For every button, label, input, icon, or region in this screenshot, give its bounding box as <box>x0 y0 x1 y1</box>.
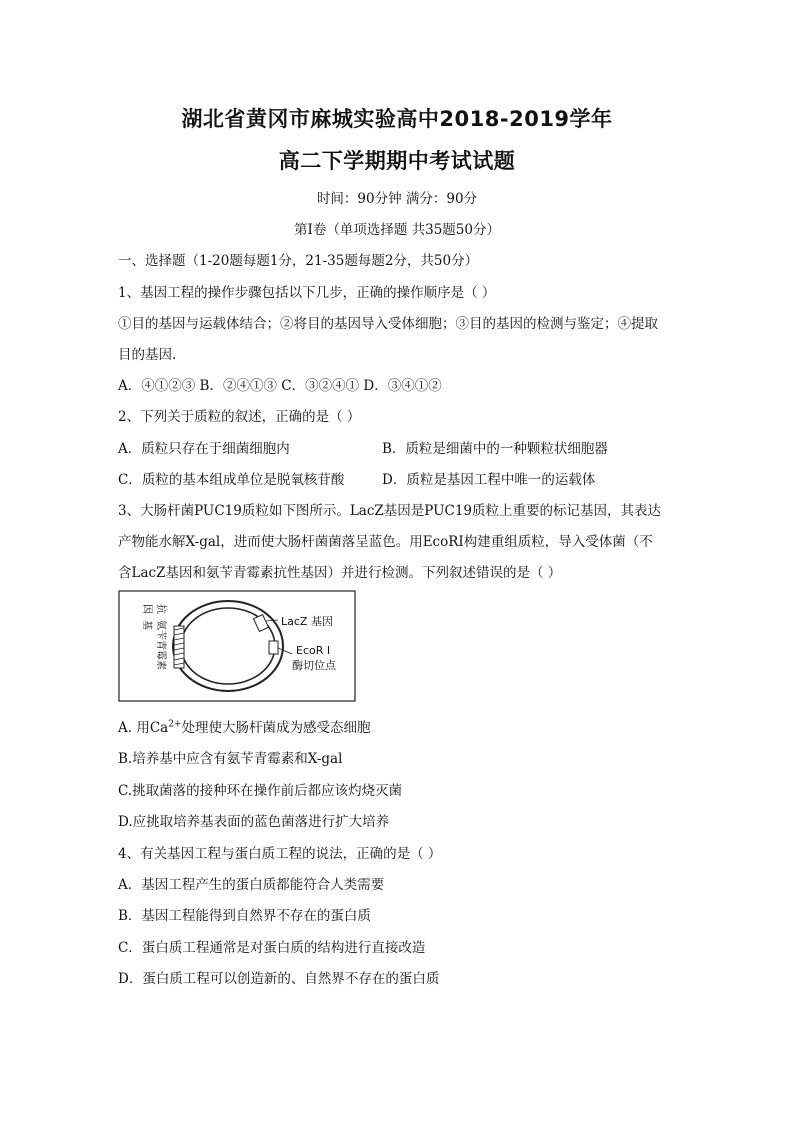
section-heading: 一、选择题（1-20题每题1分，21-35题每题2分，共50分） <box>118 253 479 269</box>
question-3-stem-line2: 产物能水解X-gal，进而使大肠杆菌菌落呈蓝色。用EcoRI构建重组质粒，导入受体菌（不 <box>118 534 653 550</box>
question-2-option-b: B．质粒是细菌中的一种颗粒状细胞器 <box>382 441 608 457</box>
question-3-option-a <box>118 716 371 736</box>
resistance-label-1: 抗 <box>155 604 166 614</box>
question-3-stem-line3: 含LacZ基因和氨苄青霉素抗性基因）并进行检测。下列叙述错误的是（ ） <box>118 565 562 581</box>
page-title: 湖北省黄冈市麻城实验高中2018-2019学年 <box>181 107 613 131</box>
question-1-stem: 1、基因工程的操作步骤包括以下几步，正确的操作顺序是（ ） <box>118 285 496 301</box>
option-a-text-end: 处理使大肠杆菌成为感受态细胞 <box>181 720 371 736</box>
cut-site-label: 酶切位点 <box>292 659 336 672</box>
section-label: 第Ⅰ卷（单项选择题 共35题50分） <box>294 222 500 238</box>
resistance-gene-block <box>174 626 184 668</box>
question-1-options: A．④①②③ B．②④①③ C．③②④① D．③④①② <box>118 378 442 394</box>
question-4-stem: 4、有关基因工程与蛋白质工程的说法，正确的是（ ） <box>118 846 442 862</box>
ecori-site-block <box>269 641 278 654</box>
question-4-option-b: B．基因工程能得到自然界不存在的蛋白质 <box>118 908 371 924</box>
page-subtitle: 高二下学期期中考试试题 <box>278 149 516 173</box>
question-2-option-d: D．质粒是基因工程中唯一的运载体 <box>382 472 596 488</box>
question-4-option-d: D．蛋白质工程可以创造新的、自然界不存在的蛋白质 <box>118 971 440 987</box>
question-3-option-d: D.应挑取培养基表面的蓝色菌落进行扩大培养 <box>118 814 390 830</box>
resistance-label-2: 氨苄青霉素 <box>155 620 166 670</box>
question-4-option-c: C．蛋白质工程通常是对蛋白质的结构进行直接改造 <box>118 940 426 956</box>
resistance-label-3: 因 <box>141 604 152 614</box>
plasmid-diagram <box>118 590 356 702</box>
question-1-stem-line2: ①目的基因与运载体结合；②将目的基因导入受体细胞；③目的基因的检测与鉴定；④提取 <box>118 316 658 332</box>
question-2-option-c: C．质粒的基本组成单位是脱氧核苷酸 <box>118 472 345 488</box>
resistance-label-4: 基 <box>141 620 152 630</box>
time-info: 时间：90分钟 满分：90分 <box>316 191 478 207</box>
question-2-option-a: A．质粒只存在于细菌细胞内 <box>118 441 290 457</box>
calcium-charge: 2+ <box>168 719 182 730</box>
ecori-label: EcoR I <box>296 644 331 657</box>
question-1-stem-line3: 目的基因. <box>118 347 177 363</box>
question-3-option-c: C.挑取菌落的接种环在操作前后都应该灼烧灭菌 <box>118 783 403 799</box>
question-3-stem: 3、大肠杆菌PUC19质粒如下图所示。LacZ基因是PUC19质粒上重要的标记基因，其表达 <box>118 503 662 519</box>
lacz-gene-label: LacZ 基因 <box>281 615 333 628</box>
question-4-option-a: A．基因工程产生的蛋白质都能符合人类需要 <box>118 877 385 893</box>
question-2-stem: 2、下列关于质粒的叙述，正确的是（ ） <box>118 409 361 425</box>
option-a-text: A. 用Ca <box>118 720 169 736</box>
question-3-option-b: B.培养基中应含有氨苄青霉素和X-gal <box>118 751 343 767</box>
